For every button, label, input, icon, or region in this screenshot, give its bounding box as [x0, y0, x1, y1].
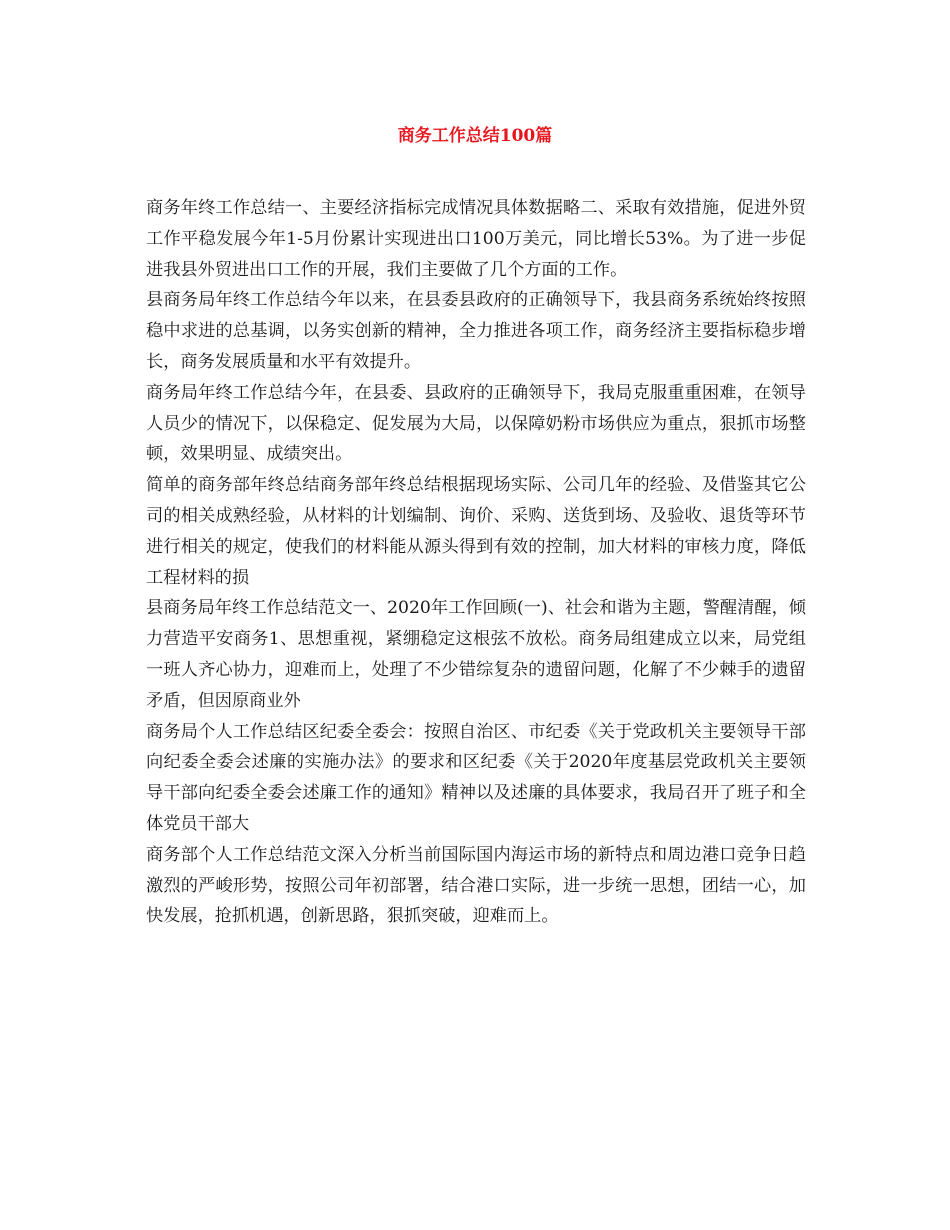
document-title: 商务工作总结100篇: [397, 126, 553, 146]
paragraph: 商务局年终工作总结今年，在县委、县政府的正确领导下，我局克服重重困难，在领导人员少的情况下，以保稳定、促发展为大局，以保障奶粉市场供应为重点，狠抓市场整顿，效果明显、成绩突出。: [146, 382, 806, 465]
document-body: [146, 193, 806, 932]
paragraph: 商务局个人工作总结区纪委全委会：按照自治区、市纪委《关于党政机关主要领导干部向纪委全委会述廉的实施办法》的要求和区纪委《关于2020年度基层党政机关主要领导干部向纪委全委会述廉工作的通知》精神以及述廉的具体要求，我局召开了班子和全体党员干部大: [146, 721, 806, 834]
paragraph: 商务部个人工作总结范文深入分析当前国际国内海运市场的新特点和周边港口竞争日趋激烈的严峻形势，按照公司年初部署，结合港口实际，进一步统一思想，团结一心，加快发展，抢抓机遇，创新思路，狠抓突破，迎难而上。: [146, 844, 806, 927]
paragraph: 县商务局年终工作总结范文一、2020年工作回顾(一)、社会和谐为主题，警醒清醒，倾力营造平安商务1、思想重视，紧绷稳定这根弦不放松。商务局组建成立以来，局党组一班人齐心协力，迎难而上，处理了不少错综复杂的遗留问题，化解了不少棘手的遗留矛盾，但因原商业外: [146, 598, 806, 711]
paragraph: 简单的商务部年终总结商务部年终总结根据现场实际、公司几年的经验、及借鉴其它公司的相关成熟经验，从材料的计划编制、询价、采购、送货到场、及验收、退货等环节进行相关的规定，使我们的材料能从源头得到有效的控制，加大材料的审核力度，降低工程材料的损: [146, 475, 806, 588]
paragraph: 县商务局年终工作总结今年以来，在县委县政府的正确领导下，我县商务系统始终按照稳中求进的总基调，以务实创新的精神，全力推进各项工作，商务经济主要指标稳步增长，商务发展质量和水平有效提升。: [146, 290, 806, 372]
paragraph: 商务年终工作总结一、主要经济指标完成情况具体数据略二、采取有效措施，促进外贸工作平稳发展今年1-5月份累计实现进出口100万美元，同比增长53%。为了进一步促进我县外贸进出口工作的开展，我们主要做了几个方面的工作。: [146, 198, 806, 280]
